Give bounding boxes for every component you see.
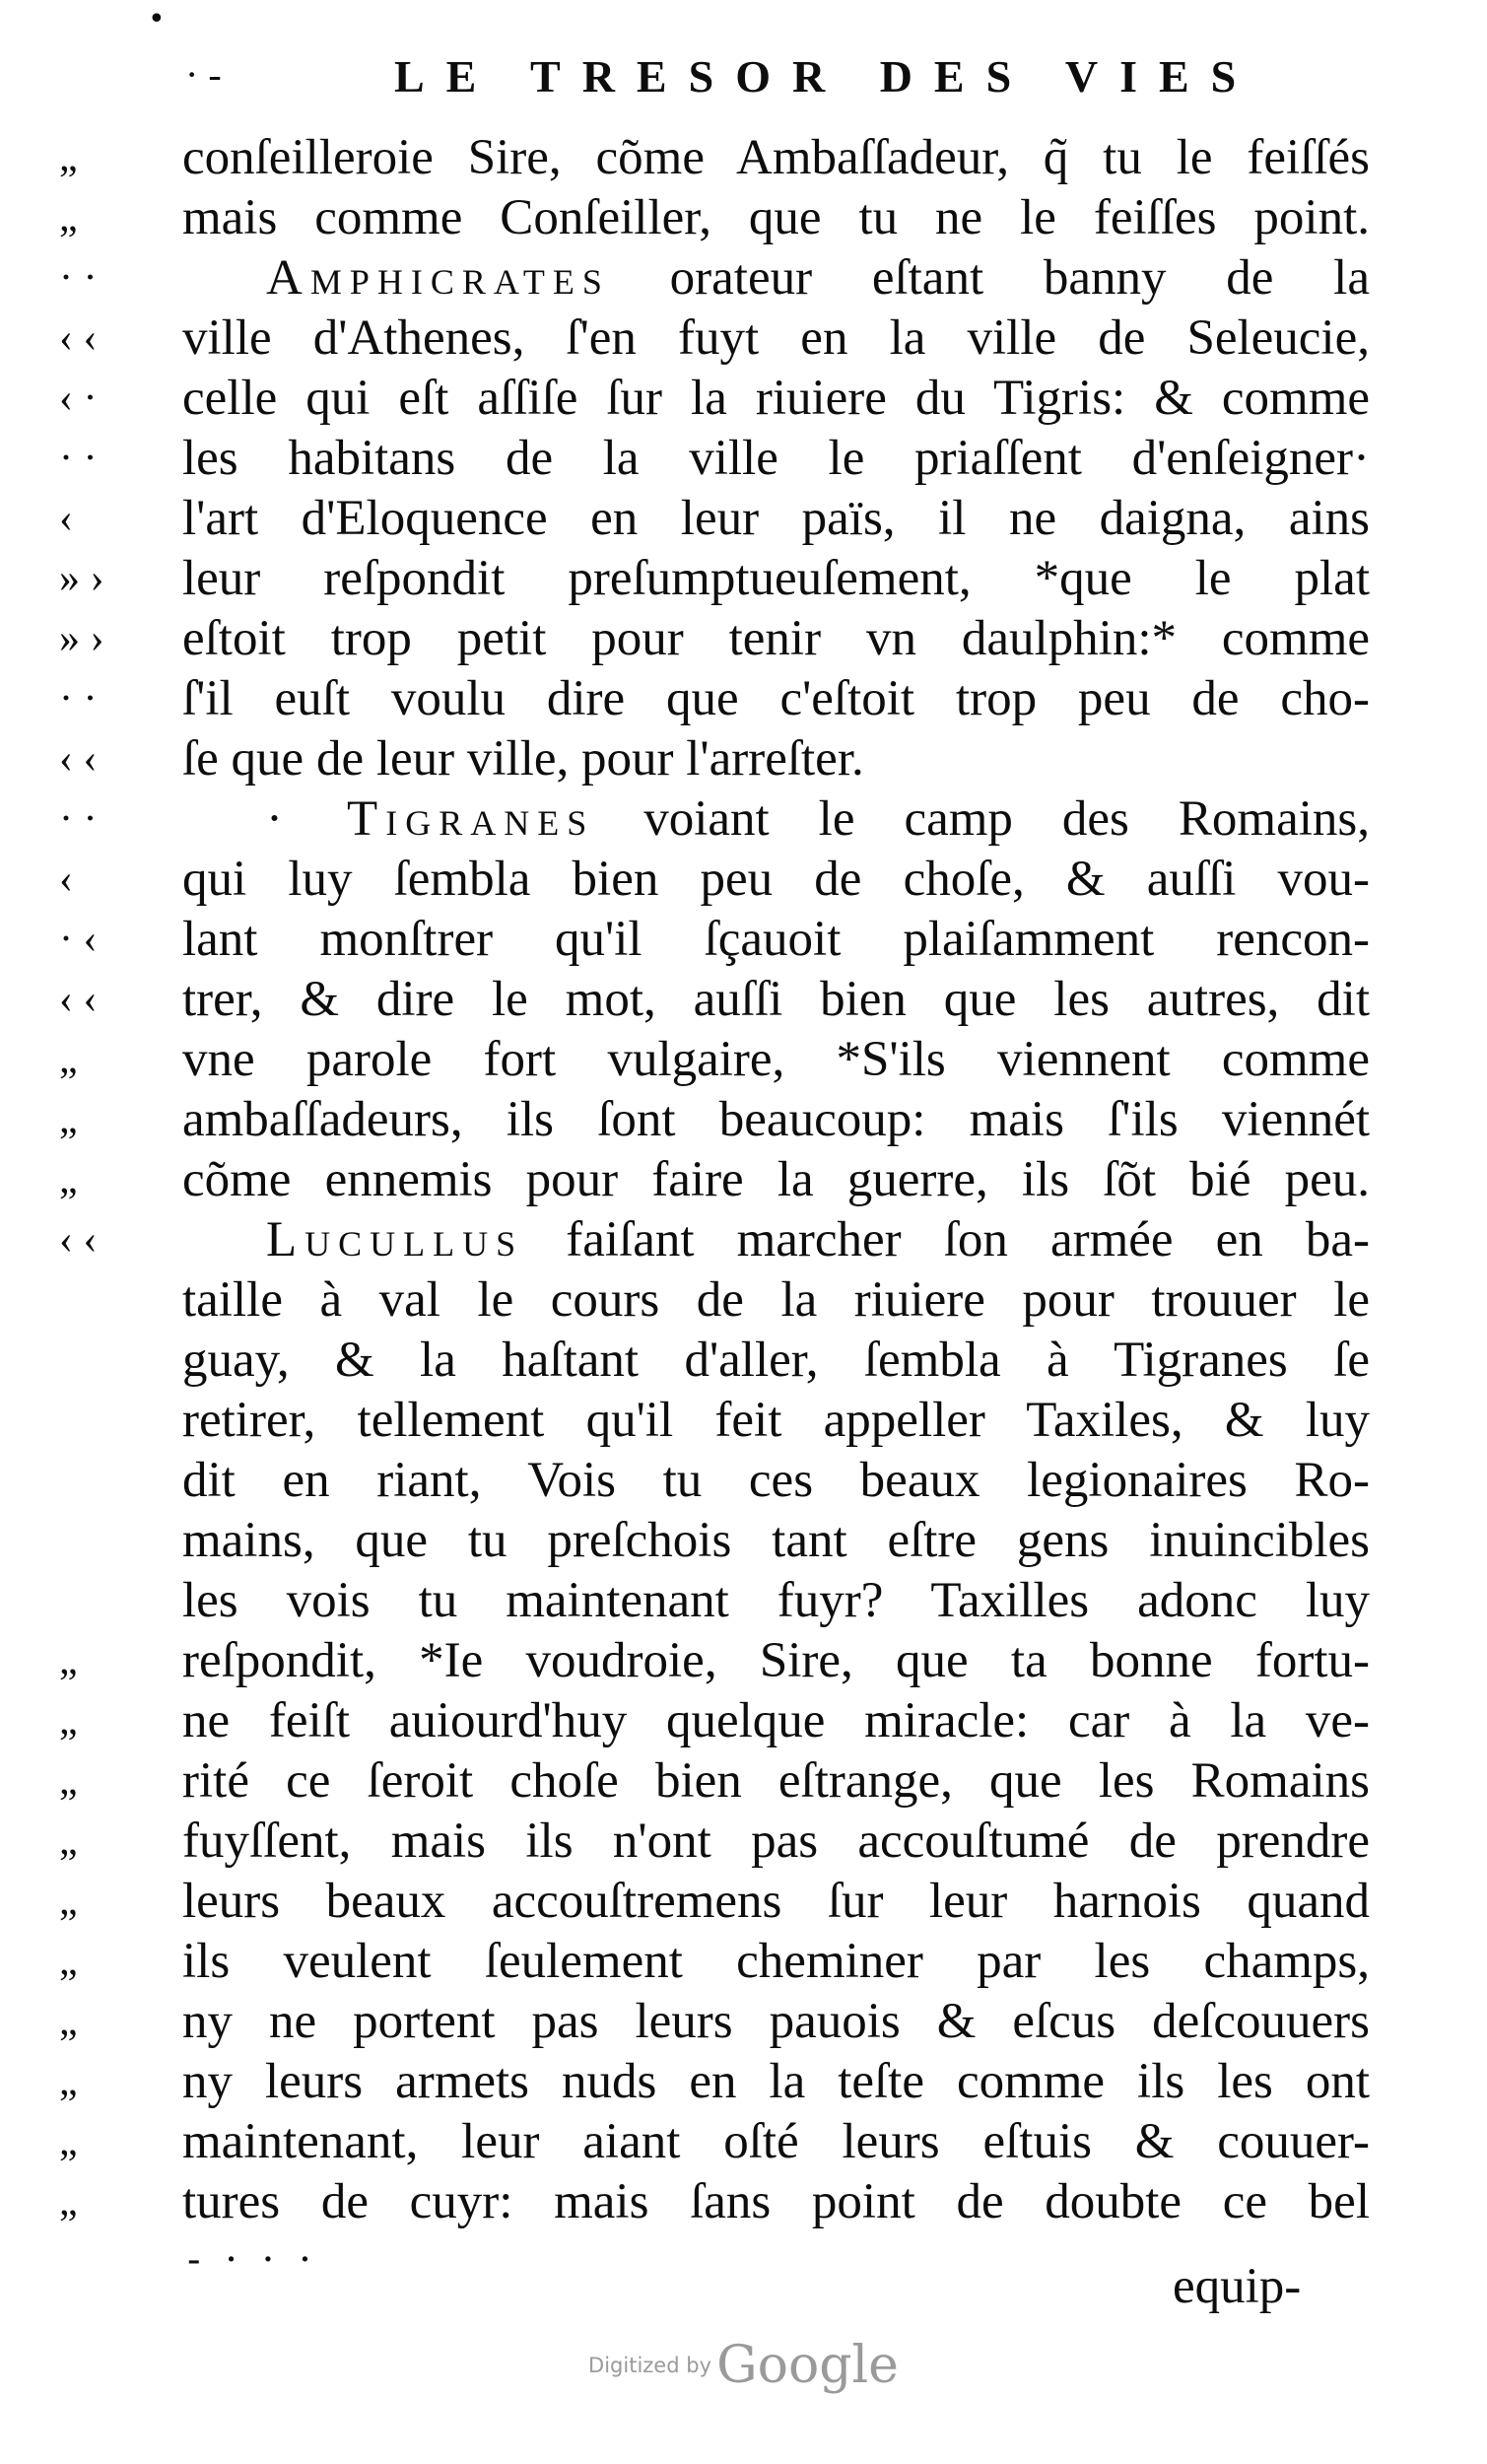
- line-body: leur reſpondit preſumptueuſement, *que le plat: [182, 551, 1370, 606]
- line-body: lant monſtrer qu'il ſçauoit plaiſamment rencon-: [182, 912, 1370, 967]
- line-body: ny ne portent pas leurs pauois & eſcus deſcouuers: [182, 1994, 1370, 2049]
- text-line: [0, 1270, 1487, 1331]
- margin-quote-marker: ‹ ‹: [59, 977, 98, 1022]
- line-text: [182, 1571, 1370, 1631]
- margin-quote-marker: „: [59, 1698, 78, 1744]
- text-line: [0, 1391, 1487, 1451]
- margin-quote-marker: „: [59, 1157, 78, 1202]
- line-text: [182, 1872, 1370, 1932]
- line-text: [182, 2052, 1370, 2112]
- text-line: [0, 609, 1487, 669]
- running-head: [0, 41, 1487, 130]
- text-line: [0, 369, 1487, 429]
- line-text: [182, 1270, 1370, 1331]
- line-body: ils veulent ſeulement cheminer par les champs,: [182, 1934, 1370, 1989]
- text-line: [0, 248, 1487, 308]
- margin-quote-marker: „: [59, 1999, 78, 2044]
- line-body: les vois tu maintenant fuyr? Taxilles adonc luy: [182, 1573, 1370, 1628]
- line-text: [182, 1631, 1370, 1691]
- margin-quote-marker: ‹ ‹: [59, 315, 98, 361]
- line-body: ſ'il euſt voulu dire que c'eſtoit trop peu de cho-: [182, 671, 1370, 726]
- line-body: rité ce ſeroit choſe bien eſtrange, que les Romains: [182, 1753, 1370, 1809]
- line-text: [182, 1511, 1370, 1571]
- line-body: retirer, tellement qu'il feit appeller Taxiles, & luy: [182, 1393, 1370, 1448]
- text-line: [0, 1511, 1487, 1571]
- margin-quote-marker: » ›: [59, 616, 104, 661]
- line-text: [182, 308, 1370, 369]
- line-body: qui luy ſembla bien peu de choſe, & auſſi vou-: [182, 852, 1370, 907]
- text-line: [0, 669, 1487, 729]
- line-body: mais comme Conſeiller, que tu ne le feiſſes point.: [182, 190, 1370, 245]
- margin-quote-marker: » ›: [59, 556, 104, 601]
- line-text: [182, 2172, 1370, 2232]
- line-body: ambaſſadeurs, ils ſont beaucoup: mais ſ'ils viennét: [182, 1092, 1370, 1147]
- line-body: orateur eſtant banny de la: [609, 250, 1370, 306]
- line-body: fuyſſent, mais ils n'ont pas accouſtumé de prendre: [182, 1814, 1370, 1869]
- proper-name: Lucullus: [266, 1212, 524, 1267]
- line-text: [266, 789, 1370, 850]
- line-body: ville d'Athenes, ſ'en fuyt en la ville de Seleucie,: [182, 310, 1370, 366]
- margin-quote-marker: „: [59, 195, 78, 240]
- text-line: [0, 1631, 1487, 1691]
- line-text: [182, 609, 1370, 669]
- line-text: [182, 1090, 1370, 1150]
- line-body: conſeilleroie Sire, cõme Ambaſſadeur, q̃ tu le feiſſés: [182, 130, 1370, 185]
- text-line: [0, 1451, 1487, 1511]
- stray-marks: - · · ·: [187, 2237, 317, 2283]
- margin-quote-marker: · ·: [59, 255, 98, 301]
- text-line: [0, 1812, 1487, 1872]
- margin-quote-marker: „: [59, 2119, 78, 2164]
- text-line: [0, 2112, 1487, 2172]
- text-line: [0, 2172, 1487, 2232]
- running-head-title: LE TRESOR DES VIES: [394, 51, 1258, 102]
- text-line: [0, 850, 1487, 910]
- line-text: [182, 549, 1370, 609]
- text-line: [0, 1150, 1487, 1210]
- text-line: [0, 1571, 1487, 1631]
- line-text: [182, 489, 1370, 549]
- line-text: [182, 910, 1370, 970]
- line-body: cõme ennemis pour faire la guerre, ils ſõt bié peu.: [182, 1152, 1370, 1207]
- line-body: ny leurs armets nuds en la teſte comme ils les ont: [182, 2054, 1370, 2109]
- margin-quote-marker: „: [59, 1939, 78, 1984]
- line-text: [182, 1150, 1370, 1210]
- margin-quote-marker: · ·: [59, 676, 98, 721]
- margin-quote-marker: ‹: [59, 856, 73, 902]
- text-line: [0, 128, 1487, 188]
- digitized-watermark: [0, 2336, 1487, 2395]
- margin-quote-marker: ‹ ‹: [59, 736, 98, 782]
- line-body: guay, & la haſtant d'aller, ſembla à Tigranes ſe: [182, 1333, 1370, 1388]
- line-text: [182, 1391, 1370, 1451]
- text-line: [0, 1872, 1487, 1932]
- text-line: [0, 1691, 1487, 1751]
- margin-quote-marker: ‹ ·: [59, 376, 98, 421]
- line-text: [182, 669, 1370, 729]
- digitized-brand: Google: [716, 2336, 899, 2395]
- line-body: trer, & dire le mot, auſſi bien que les autres, dit: [182, 972, 1370, 1027]
- text-line: [0, 2052, 1487, 2112]
- line-body: leurs beaux accouſtremens ſur leur harnois quand: [182, 1874, 1370, 1929]
- margin-quote-marker: „: [59, 1097, 78, 1142]
- text-line: [0, 1331, 1487, 1391]
- line-body: eſtoit trop petit pour tenir vn daulphin:* comme: [182, 611, 1370, 666]
- text-line: [0, 789, 1487, 850]
- text-line: [0, 429, 1487, 489]
- line-text: [182, 1932, 1370, 1992]
- text-line: [0, 1751, 1487, 1812]
- margin-quote-marker: „: [59, 1037, 78, 1082]
- line-text: [182, 970, 1370, 1030]
- margin-quote-marker: „: [59, 2059, 78, 2104]
- line-body: ſe que de leur ville, pour l'arreſter.: [182, 731, 864, 787]
- line-text: [182, 1331, 1370, 1391]
- line-text: [266, 248, 1370, 308]
- text-line: [0, 1210, 1487, 1270]
- line-text: [182, 188, 1370, 248]
- margin-quote-marker: · ·: [59, 436, 98, 481]
- line-body: l'art d'Eloquence en leur païs, il ne daigna, ains: [182, 491, 1370, 546]
- text-line: [0, 729, 1487, 789]
- line-body: reſpondit, *Ie voudroie, Sire, que ta bonne fortu-: [182, 1633, 1370, 1688]
- margin-quote-marker: „: [59, 1818, 78, 1864]
- text-line: [0, 1090, 1487, 1150]
- ink-dot: •: [148, 2, 166, 36]
- line-text: [182, 1992, 1370, 2052]
- margin-quote-marker: · ‹: [59, 917, 98, 962]
- text-line: [0, 910, 1487, 970]
- line-text: [182, 1691, 1370, 1751]
- line-body: celle qui eſt aſſiſe ſur la riuiere du Tigris: & comme: [182, 371, 1370, 426]
- line-body: mains, que tu preſchois tant eſtre gens inuincibles: [182, 1513, 1370, 1568]
- line-text: [182, 1812, 1370, 1872]
- line-body: maintenant, leur aiant oſté leurs eſtuis & couuer-: [182, 2114, 1370, 2169]
- line-text: [182, 729, 1370, 789]
- line-body: vne parole fort vulgaire, *S'ils viennent comme: [182, 1032, 1370, 1087]
- margin-quote-marker: „: [59, 1638, 78, 1683]
- line-text: [182, 429, 1370, 489]
- text-line: [0, 308, 1487, 369]
- text-line: [0, 549, 1487, 609]
- line-body: taille à val le cours de la riuiere pour trouuer le: [182, 1272, 1370, 1328]
- line-text: [182, 128, 1370, 188]
- line-text: [182, 850, 1370, 910]
- text-line: [0, 489, 1487, 549]
- line-body: ne feiſt auiourd'huy quelque miracle: car à la ve-: [182, 1693, 1370, 1748]
- line-text: [182, 2112, 1370, 2172]
- margin-quote-marker: „: [59, 1758, 78, 1804]
- text-line: [0, 188, 1487, 248]
- line-text: [182, 1751, 1370, 1812]
- margin-quote-marker: „: [59, 135, 78, 180]
- catchword: equip-: [1173, 2259, 1302, 2314]
- digitized-prefix: Digitized by: [588, 2354, 711, 2377]
- running-head-mark: · -: [185, 52, 222, 97]
- text-line: [0, 1992, 1487, 2052]
- line-text: [182, 1030, 1370, 1090]
- margin-quote-marker: · ·: [59, 796, 98, 842]
- margin-quote-marker: ‹: [59, 496, 73, 541]
- proper-name: Amphicrates: [266, 250, 610, 306]
- margin-quote-marker: „: [59, 1879, 78, 1924]
- text-line: [0, 1932, 1487, 1992]
- line-text: [266, 1210, 1370, 1270]
- line-body: voiant le camp des Romains,: [594, 791, 1370, 847]
- line-body: dit en riant, Vois tu ces beaux legionaires Ro-: [182, 1453, 1370, 1508]
- line-text: [182, 369, 1370, 429]
- margin-quote-marker: „: [59, 2179, 78, 2224]
- margin-quote-marker: ‹ ‹: [59, 1217, 98, 1263]
- line-body: les habitans de la ville le priaſſent d'enſeigner·: [182, 431, 1370, 486]
- line-body: tures de cuyr: mais ſans point de doubte ce bel: [182, 2174, 1370, 2229]
- line-text: [182, 1451, 1370, 1511]
- text-line: [0, 970, 1487, 1030]
- text-line: [0, 1030, 1487, 1090]
- line-body: faiſant marcher ſon armée en ba-: [523, 1212, 1370, 1267]
- proper-name: · Tigranes: [266, 791, 595, 847]
